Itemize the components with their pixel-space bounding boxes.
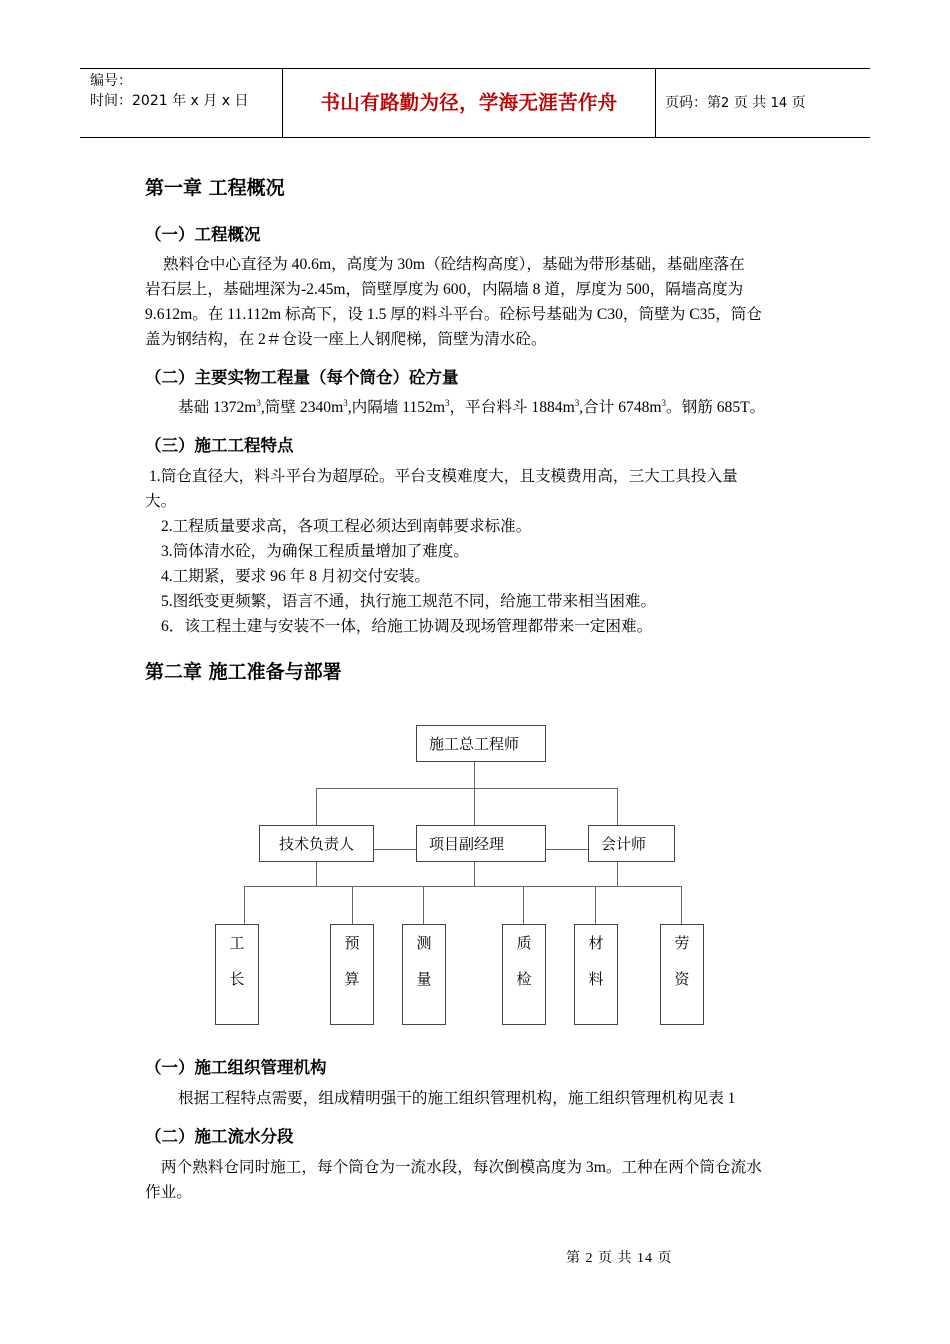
org-node-labor-wages: 劳 资 bbox=[660, 924, 704, 1025]
org-node-technical-lead: 技术负责人 bbox=[259, 825, 374, 862]
quantities-line: 基础 $1372m^3$,筒壁 $2340m^3$,内隔墙 $1152m^3$，平台料斗 $1884m^3$,合计 $6748m^3$。钢筋 685T。 bbox=[178, 397, 766, 416]
org-node-chief-engineer: 施工总工程师 bbox=[416, 725, 546, 762]
org-node-accountant: 会计师 bbox=[588, 825, 675, 862]
connector-line bbox=[474, 762, 475, 825]
org-node-budget: 预 算 bbox=[330, 924, 374, 1025]
org-node-materials: 材 料 bbox=[574, 924, 618, 1025]
page-number-info: 页码：第2 页 共 14 页 bbox=[665, 95, 806, 111]
paragraph-line: 盖为钢结构，在 2＃仓设一座上人钢爬梯，筒壁为清水砼。 bbox=[145, 331, 547, 348]
org-node-foreman: 工 长 bbox=[215, 924, 259, 1025]
section-1-3-list bbox=[145, 464, 738, 639]
section-1-3-title: （三）施工工程特点 bbox=[145, 436, 294, 455]
chapter-1-title: 第一章 工程概况 bbox=[145, 177, 285, 199]
motto: 书山有路勤为径，学海无涯苦作舟 bbox=[320, 91, 618, 114]
paragraph-line: 作业。 bbox=[145, 1184, 192, 1201]
connector-line bbox=[316, 788, 618, 789]
page-header bbox=[80, 68, 870, 138]
connector-line bbox=[316, 862, 317, 886]
org-node-survey: 测 量 bbox=[402, 924, 446, 1025]
page-footer: 第 2 页 共 14 页 bbox=[566, 1251, 673, 1266]
org-node-quality-inspection: 质 检 bbox=[502, 924, 546, 1025]
list-item: 2.工程质量要求高，各项工程必须达到南韩要求标准。 bbox=[161, 518, 532, 535]
connector-line bbox=[316, 788, 317, 825]
section-2-2-body bbox=[145, 1155, 762, 1205]
list-item: 大。 bbox=[145, 493, 177, 510]
header-page-cell bbox=[655, 69, 870, 137]
section-2-2-title: （二）施工流水分段 bbox=[145, 1127, 294, 1146]
header-motto-cell bbox=[282, 69, 656, 137]
connector-line bbox=[523, 886, 524, 924]
connector-line bbox=[423, 886, 424, 924]
list-item: 5.图纸变更频繁，语言不通，执行施工规范不同，给施工带来相当困难。 bbox=[161, 593, 657, 610]
list-item: 6．该工程土建与安装不一体，给施工协调及现场管理都带来一定困难。 bbox=[161, 618, 653, 635]
paragraph-line: 两个熟料仓同时施工，每个筒仓为一流水段，每次倒模高度为 3m。工种在两个筒仓流水 bbox=[161, 1159, 762, 1176]
connector-line bbox=[352, 886, 353, 924]
connector-line bbox=[617, 788, 618, 825]
section-1-1-title: （一）工程概况 bbox=[145, 225, 261, 244]
chapter-2-title: 第二章 施工准备与部署 bbox=[145, 661, 342, 683]
section-2-1-title: （一）施工组织管理机构 bbox=[145, 1058, 327, 1077]
connector-line bbox=[595, 886, 596, 924]
connector-line bbox=[681, 886, 682, 924]
list-item: 4.工期紧，要求 96 年 8 月初交付安装。 bbox=[161, 568, 430, 585]
org-node-deputy-manager: 项目副经理 bbox=[416, 825, 546, 862]
connector-line bbox=[474, 862, 475, 886]
list-item: 3.筒体清水砼，为确保工程质量增加了难度。 bbox=[161, 543, 469, 560]
paragraph-line: 岩石层上，基础埋深为-2.45m，筒壁厚度为 600，内隔墙 8 道，厚度为 500，隔墙高度为 bbox=[145, 281, 744, 298]
connector-line bbox=[617, 862, 618, 886]
section-2-1-text: 根据工程特点需要，组成精明强干的施工组织管理机构，施工组织管理机构见表 1 bbox=[178, 1090, 736, 1107]
connector-line bbox=[244, 886, 682, 887]
time-label: 时间：2021 年 x 月 x 日 bbox=[90, 93, 249, 109]
serial-label: 编号： bbox=[90, 73, 132, 89]
header-meta bbox=[80, 69, 282, 137]
paragraph-line: 熟料仓中心直径为 40.6m，高度为 30m（砼结构高度），基础为带形基础，基础座落在 bbox=[163, 256, 745, 273]
connector-line bbox=[244, 886, 245, 924]
section-1-2-title: （二）主要实物工程量（每个筒仓）砼方量 bbox=[145, 368, 459, 387]
paragraph-line: 9.612m。在 11.112m 标高下，设 1.5 厚的料斗平台。砼标号基础为 C30，筒壁为 C35，筒仓 bbox=[145, 306, 762, 323]
connector-line bbox=[545, 849, 588, 850]
section-1-1-body bbox=[145, 252, 762, 352]
list-item: 1.筒仓直径大，料斗平台为超厚砼。平台支模难度大，且支模费用高，三大工具投入量 bbox=[149, 468, 738, 485]
connector-line bbox=[373, 849, 416, 850]
